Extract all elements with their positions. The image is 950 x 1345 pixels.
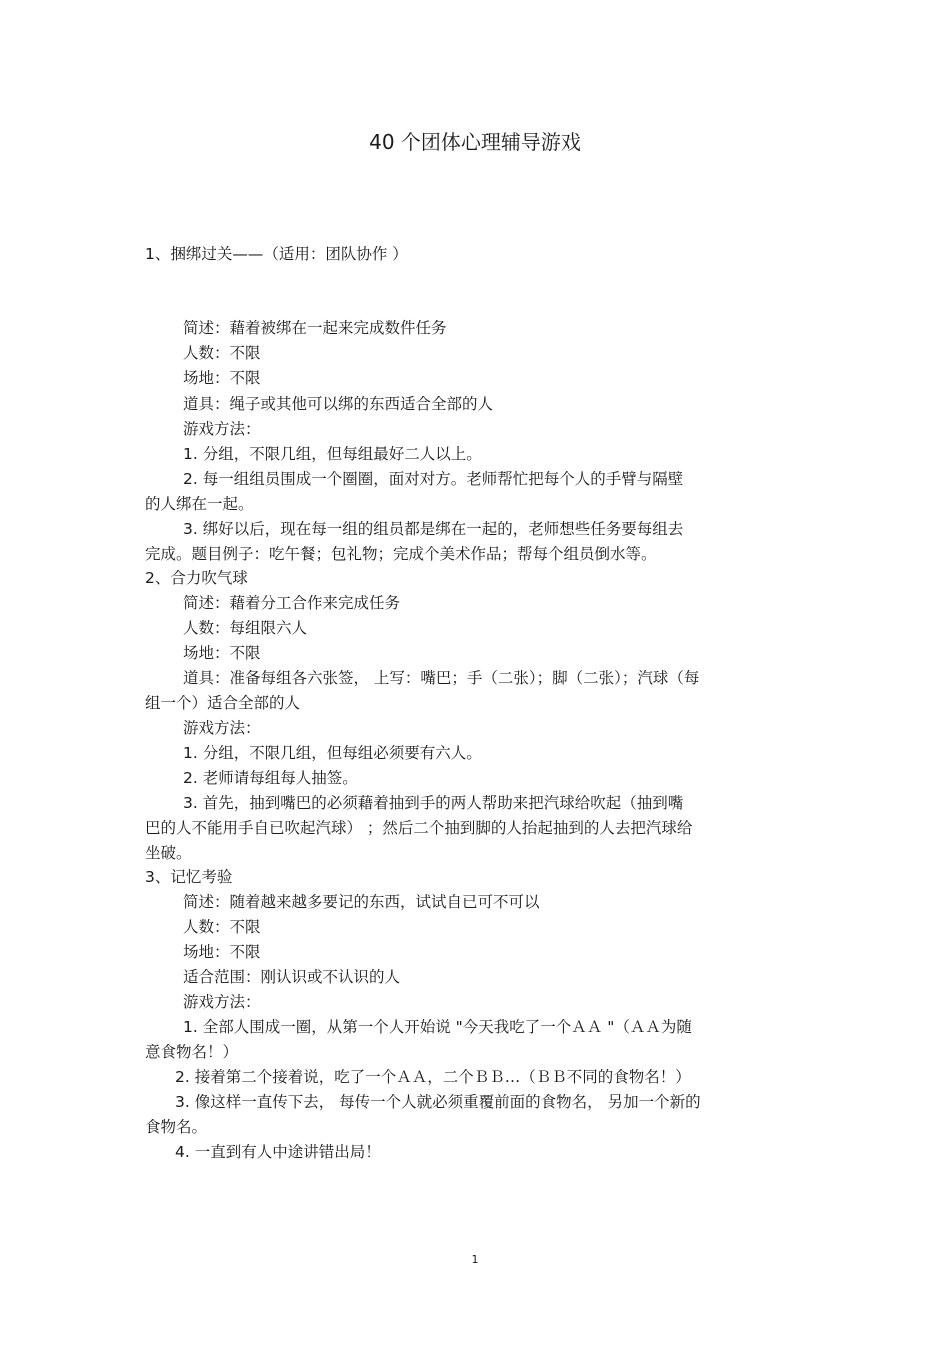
text-line: 巴的人不能用手自已吹起汽球） ；然后二个抽到脚的人抬起抽到的人去把汽球给 xyxy=(145,819,693,837)
text-line: 的人绑在一起。 xyxy=(145,495,254,513)
text-line: 1. 分组，不限几组，但每组最好二人以上。 xyxy=(183,445,482,463)
text-line: 简述：藉着被绑在一起来完成数件任务 xyxy=(183,319,447,337)
text-line: 组一个）适合全部的人 xyxy=(145,694,301,712)
page-title: 40 个团体心理辅导游戏 xyxy=(369,130,581,154)
text-line: 1. 全部人围成一圈，从第一个人开始说 "今天我吃了一个ＡＡ "（ＡＡ为随 xyxy=(183,1018,692,1036)
text-line: 人数：每组限六人 xyxy=(183,619,308,637)
text-line: 适合范围：刚认识或不认识的人 xyxy=(183,968,401,986)
text-line: 人数：不限 xyxy=(183,918,261,936)
text-line: 3. 首先，抽到嘴巴的必须藉着抽到手的两人帮助来把汽球给吹起（抽到嘴 xyxy=(183,794,684,812)
text-line: 1. 分组，不限几组，但每组必须要有六人。 xyxy=(183,744,482,762)
text-line: 2. 每一组组员围成一个圈圈，面对对方。老师帮忙把每个人的手臂与隔壁 xyxy=(183,470,684,488)
text-line: 食物名。 xyxy=(145,1118,208,1136)
text-line: 简述：藉着分工合作来完成任务 xyxy=(183,594,401,612)
text-line: 道具：准备每组各六张签， 上写：嘴巴；手（二张）；脚（二张）；汽球（每 xyxy=(183,669,700,687)
text-line: 场地：不限 xyxy=(183,644,261,662)
text-line: 坐破。 xyxy=(145,844,192,862)
text-line: 游戏方法： xyxy=(183,420,261,438)
text-line: 4. 一直到有人中途讲错出局！ xyxy=(175,1143,381,1161)
text-line: 场地：不限 xyxy=(183,943,261,961)
text-line: 2. 接着第二个接着说，吃了一个ＡＡ，二个ＢＢ…（ＢＢ不同的食物名！） xyxy=(175,1068,691,1086)
text-line: 3. 绑好以后，现在每一组的组员都是绑在一起的，老师想些任务要每组去 xyxy=(183,520,684,538)
text-line: 简述：随着越来越多要记的东西，试试自已可不可以 xyxy=(183,893,540,911)
text-line: 道具：绳子或其他可以绑的东西适合全部的人 xyxy=(183,395,494,413)
section-heading-2: 2、合力吹气球 xyxy=(145,569,248,587)
text-line: 3. 像这样一直传下去， 每传一个人就必须重覆前面的食物名， 另加一个新的 xyxy=(175,1093,701,1111)
section-heading-1: 1、捆绑过关——（适用：团队协作 ） xyxy=(145,245,408,263)
text-line: 完成。题目例子：吃午餐；包礼物；完成个美术作品；帮每个组员倒水等。 xyxy=(145,545,657,563)
section-heading-3: 3、记忆考验 xyxy=(145,868,233,886)
text-line: 2. 老师请每组每人抽签。 xyxy=(183,769,358,787)
text-line: 人数：不限 xyxy=(183,344,261,362)
page-number: 1 xyxy=(471,1253,479,1266)
text-line: 游戏方法： xyxy=(183,993,261,1011)
text-line: 场地：不限 xyxy=(183,369,261,387)
text-line: 游戏方法： xyxy=(183,719,261,737)
text-line: 意食物名！） xyxy=(145,1043,239,1061)
